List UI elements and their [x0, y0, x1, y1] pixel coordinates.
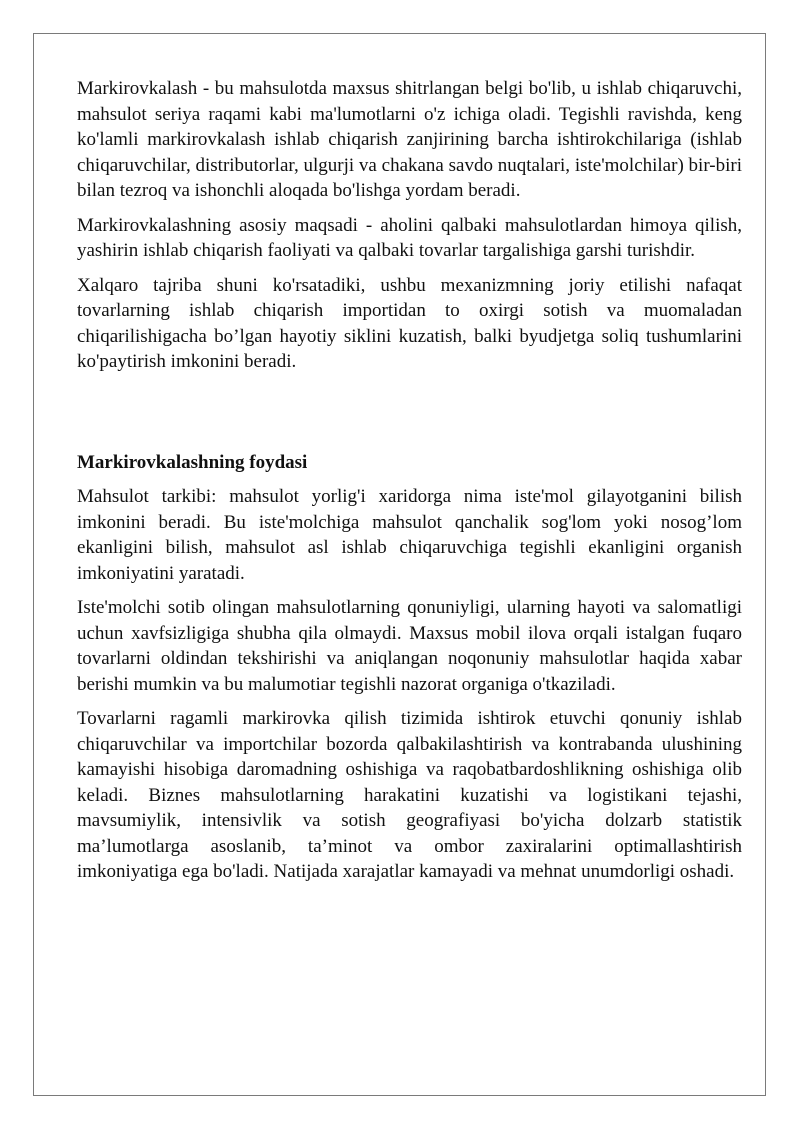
document-body: [77, 76, 742, 894]
section-spacer: [77, 384, 742, 450]
section-heading: Markirovkalashning foydasi: [77, 451, 308, 473]
intro-paragraph-2: Markirovkalashning asosiy maqsadi - aholini qalbaki mahsulotlardan himoya qilish, yashirin ishlab chiqarish faoliyati va qalbaki tovarlar targalishiga garshi turishdir.: [77, 214, 742, 261]
section-paragraph-2: Iste'molchi sotib olingan mahsulotlarning qonuniyligi, ularning hayoti va salomatligi uchun xavfsizligiga shubha qila olmaydi. Maxsus mobil ilova orqali istalgan fuqaro tovarlarni oldindan tekshirishi va aniqlangan noqonuniy mahsulotlar haqida xabar berishi mumkin va bu malumotiar tegishli nazorat organiga o'tkaziladi.: [77, 597, 742, 695]
section-paragraph-3: Tovarlarni ragamli markirovka qilish tizimida ishtirok etuvchi qonuniy ishlab chiqaruvchilar va importchilar bozorda qalbakilashtirish va kontrabanda ulushining kamayishi hisobiga daromadning oshishiga va raqobatbardoshlikning oshishiga olib keladi. Biznes mahsulotlarning harakatini kuzatishi va logistikani tejashi, mavsumiylik, intensivlik va sotish geografiyasi bo'yicha dolzarb statistik ma’lumotlarga asoslanib, ta’minot va ombor zaxiralarini optimallashtirish imkoniyatiga ega bo'ladi. Natijada xarajatlar kamayadi va mehnat unumdorligi oshadi.: [77, 708, 742, 882]
intro-paragraph-1: Markirovkalash - bu mahsulotda maxsus shitrlangan belgi bo'lib, u ishlab chiqaruvchi, mahsulot seriya raqami kabi ma'lumotlarni o'z ichiga oladi. Tegishli ravishda, keng ko'lamli markirovkalash ishlab chiqarish zanjirining barcha ishtirokchilariga (ishlab chiqaruvchilar, distributorlar, ulgurji va chakana savdo nuqtalari, iste'molchilar) bir-biri bilan tezroq va ishonchli aloqada bo'lishga yordam beradi.: [77, 78, 742, 201]
intro-paragraph-3: Xalqaro tajriba shuni ko'rsatadiki, ushbu mexanizmning joriy etilishi nafaqat tovarlarning ishlab chiqarish importidan to oxirgi sotish va muomaladan chiqarilishigacha bo’lgan hayotiy siklini kuzatish, balki byudjetga soliq tushumlarini ko'paytirish imkonini beradi.: [77, 274, 742, 372]
section-paragraph-1: Mahsulot tarkibi: mahsulot yorlig'i xaridorga nima iste'mol gilayotganini bilish imkonini beradi. Bu iste'molchiga mahsulot qanchalik sog'lom yoki nosog’lom ekanligini bilish, mahsulot asl ishlab chiqaruvchiga tegishli ekanligini organish imkoniyatini yaratadi.: [77, 486, 742, 584]
